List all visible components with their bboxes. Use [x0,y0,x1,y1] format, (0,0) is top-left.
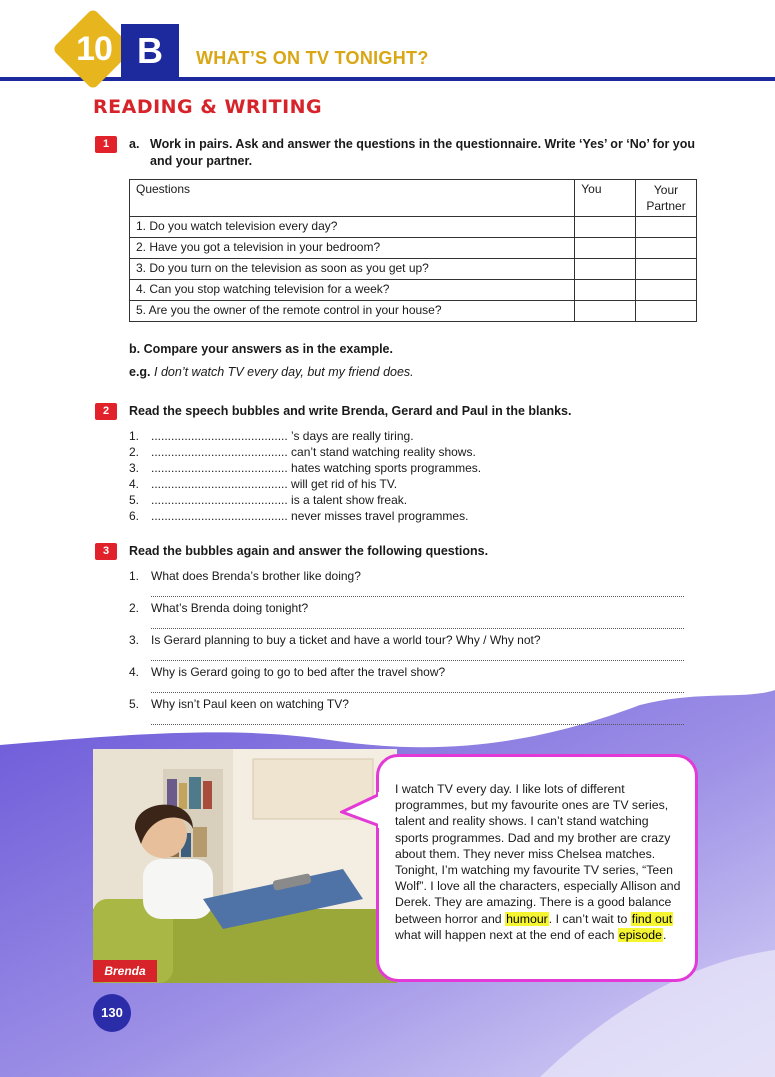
answer-line[interactable] [151,616,684,629]
table-row [130,280,697,301]
table-row [130,259,697,280]
highlight-episode: episode [618,927,662,942]
bubble-text-part4: . [662,927,667,942]
partner-answer-cell[interactable] [636,238,697,259]
item-text[interactable]: ......................................... can’t stand watching reality shows. [151,445,476,459]
list-item [129,568,684,600]
item-text[interactable]: ......................................... hates watching sports programmes. [151,461,482,475]
exercise-1a-label: a. [129,137,140,151]
item-number: 5. [129,697,140,711]
you-answer-cell[interactable] [575,259,636,280]
unit-number: 10 [76,30,112,68]
list-item [129,508,689,524]
item-number: 6. [129,509,140,523]
partner-answer-cell[interactable] [636,259,697,280]
item-number: 4. [129,665,140,679]
item-number: 1. [129,569,140,583]
question-cell: 2. Have you got a television in your bedroom? [130,238,575,259]
table-header-questions: Questions [130,180,575,217]
partner-answer-cell[interactable] [636,217,697,238]
highlight-find-out: find out [631,911,673,926]
answer-line[interactable] [151,648,684,661]
question-text: What does Brenda’s brother like doing? [151,569,361,583]
table-row [130,301,697,322]
exercise-1-badge: 1 [95,136,117,153]
item-number: 2. [129,601,140,615]
question-text: Why is Gerard going to go to bed after the travel show? [151,665,446,679]
example-label: e.g. [129,365,151,379]
item-number: 1. [129,429,140,443]
item-number: 5. [129,493,140,507]
partner-answer-cell[interactable] [636,280,697,301]
highlight-humour: humour [506,911,548,926]
exercise-2-instruction: Read the speech bubbles and write Brenda, Gerard and Paul in the blanks. [129,404,572,418]
item-number: 4. [129,477,140,491]
list-item [129,696,684,728]
question-text: What’s Brenda doing tonight? [151,601,309,615]
question-cell: 4. Can you stop watching television for a week? [130,280,575,301]
list-item [129,664,684,696]
speech-bubble-text [395,781,685,943]
item-number: 2. [129,445,140,459]
answer-line[interactable] [151,680,684,693]
unit-title: WHAT’S ON TV TONIGHT? [196,48,429,68]
section-letter: B [121,24,179,78]
exercise-1b-example [129,365,414,379]
table-row [130,238,697,259]
exercise-2-list [129,428,689,524]
question-cell: 5. Are you the owner of the remote control in your house? [130,301,575,322]
answer-line[interactable] [151,584,684,597]
questionnaire-table [129,179,697,322]
question-cell: 3. Do you turn on the television as soon as you get up? [130,259,575,280]
brenda-photo [93,749,397,983]
list-item [129,492,689,508]
exercise-3-badge: 3 [95,543,117,560]
bubble-text-part1: I watch TV every day. I like lots of different programmes, but my favourite ones are TV series, talent and reality shows. I can’t stand watching sports programmes. Dad and my brother are crazy about them. They never miss Chelsea matches. Tonight, I’m watching my favourite TV series, “Teen Wolf”. I love all the characters, especially Allison and Derek. They are amazing. There is a good balance between horror and [395,782,681,926]
header-rule [0,77,775,81]
exercise-2-badge: 2 [95,403,117,420]
bubble-text-part2: . I can’t wait to [548,911,631,926]
exercise-3-list [129,568,684,728]
you-answer-cell[interactable] [575,301,636,322]
exercise-1a-instruction: Work in pairs. Ask and answer the questions in the questionnaire. Write ‘Yes’ or ‘No’ for you and your partner. [150,137,696,168]
item-text[interactable]: ......................................... will get rid of his TV. [151,477,398,491]
speaker-name-tag: Brenda [93,960,157,982]
you-answer-cell[interactable] [575,238,636,259]
list-item [129,428,689,444]
item-number: 3. [129,633,140,647]
exercise-1b-instruction: b. Compare your answers as in the example. [129,342,393,356]
question-text: Why isn’t Paul keen on watching TV? [151,697,349,711]
speech-bubble-tail [340,790,386,830]
you-answer-cell[interactable] [575,217,636,238]
question-cell: 1. Do you watch television every day? [130,217,575,238]
item-text[interactable]: ......................................... never misses travel programmes. [151,509,469,523]
example-text: I don’t watch TV every day, but my friend does. [154,365,414,379]
section-heading: READING & WRITING [93,96,323,118]
item-number: 3. [129,461,140,475]
item-text[interactable]: ......................................... ’s days are really tiring. [151,429,414,443]
list-item [129,460,689,476]
table-row [130,217,697,238]
table-header-row [130,180,697,217]
exercise-3-instruction: Read the bubbles again and answer the following questions. [129,544,489,558]
list-item [129,632,684,664]
photo-illustration [93,749,397,983]
item-text[interactable]: ......................................... is a talent show freak. [151,493,408,507]
answer-line[interactable] [151,712,684,725]
you-answer-cell[interactable] [575,280,636,301]
list-item [129,476,689,492]
list-item [129,444,689,460]
partner-answer-cell[interactable] [636,301,697,322]
table-header-partner: Your Partner [636,180,697,217]
bubble-text-part3: what will happen next at the end of each [395,927,618,942]
question-text: Is Gerard planning to buy a ticket and have a world tour? Why / Why not? [151,633,541,647]
list-item [129,600,684,632]
table-header-you: You [575,180,636,217]
page-number: 130 [93,994,131,1032]
